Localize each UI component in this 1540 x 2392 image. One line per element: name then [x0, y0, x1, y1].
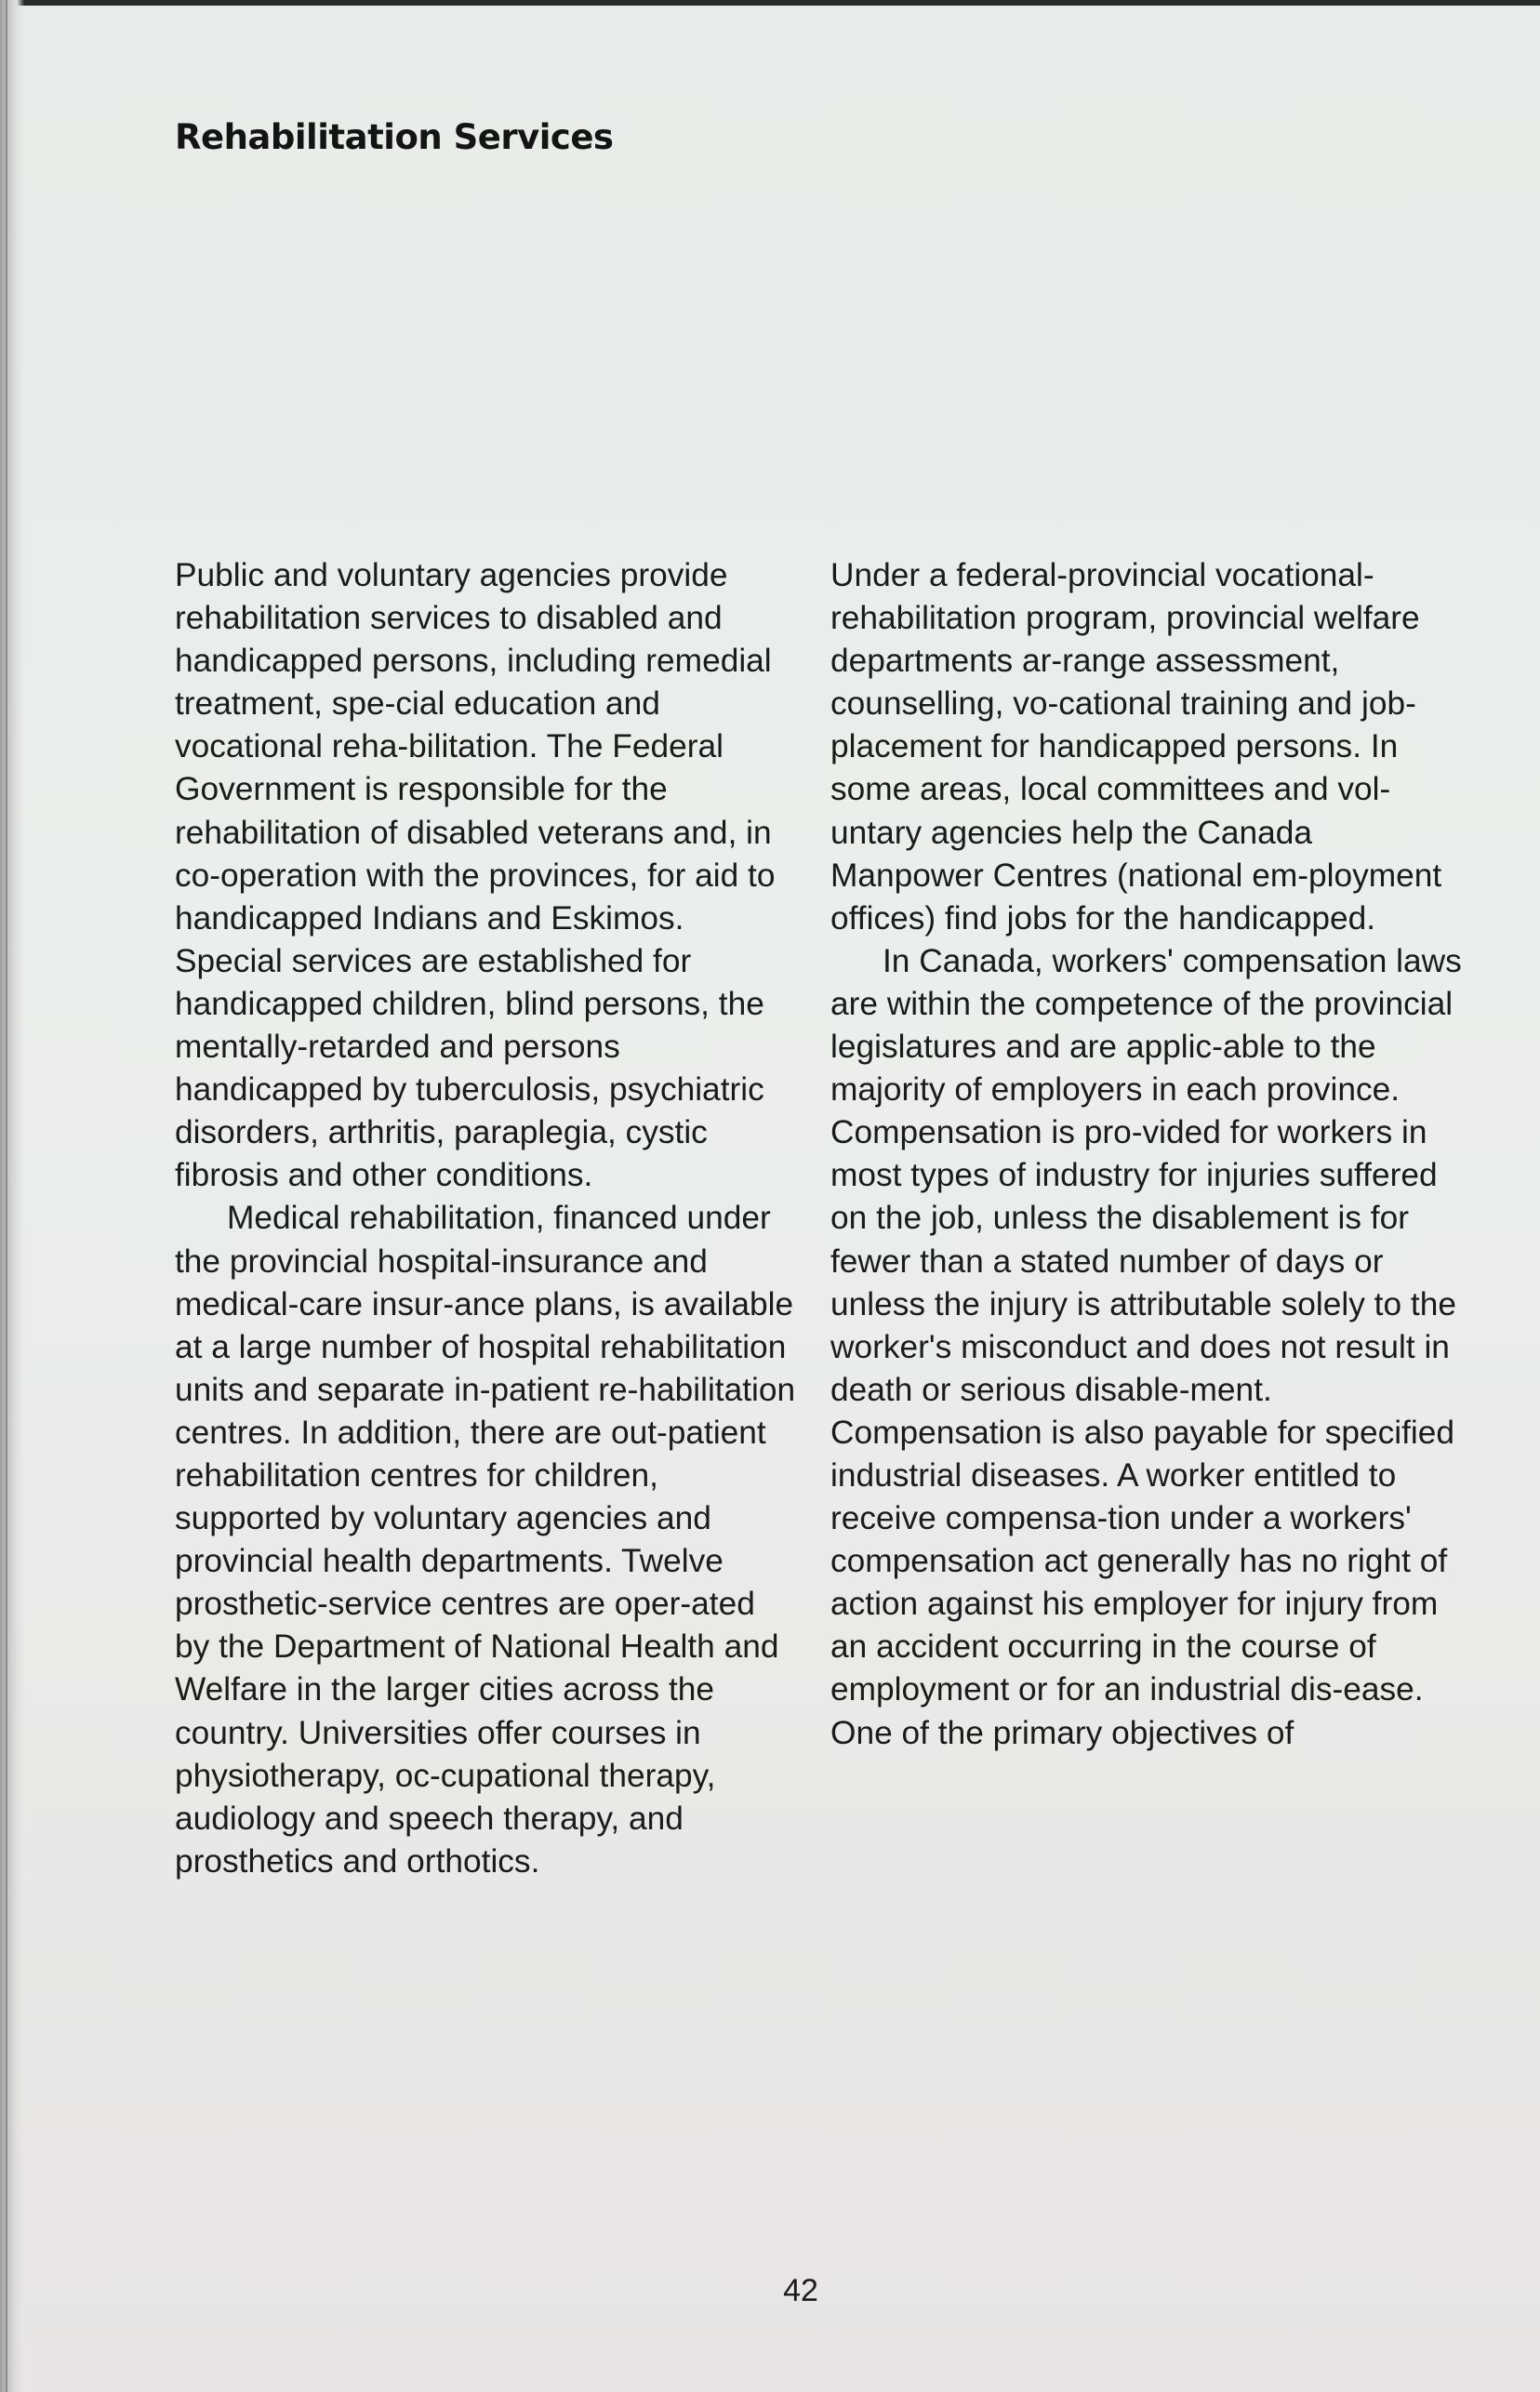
paragraph: Medical rehabilitation, financed under the provincial hospital-insurance and medical-care insur-ance plans, is available at a large number of hospital rehabilitation units and separate in-patient re-habilitation centres. In addition, there are out-patient rehabilitation centres for children, supported by voluntary agencies and provincial health departments. Twelve prosthetic-service centres are oper-ated by the Department of National Health and Welfare in the larger cities across the country. Universities offer courses in physiotherapy, oc-cupational therapy, audiology and speech therapy, and prosthetics and orthotics. [175, 1200, 796, 1880]
left-column [175, 554, 798, 1883]
page-number: 42 [783, 2273, 818, 2308]
paragraph: Under a federal-provincial vocational-rehabilitation program, provincial welfare departments ar-range assessment, counselling, vo-cational training and job-placement for handicapped persons. In some areas, local committees and vol-untary agencies help the Canada Manpower Centres (national em-ployment offices) find jobs for the handicapped. [830, 557, 1442, 937]
page-top-edge [0, 0, 1540, 6]
paragraph: In Canada, workers' compensation laws are within the competence of the provincial legislatures and are applic-able to the majority of employers in each province. Compensation is pro-vided for workers in most types of industry for injuries suffered on the job, unless the disablement is for fewer than a stated number of days or unless the injury is attributable solely to the worker's misconduct and does not result in death or serious disable-ment. Compensation is also payable for specified industrial diseases. A worker entitled to receive compensa-tion under a workers' compensation act generally has no right of action against his employer for injury from an accident occurring in the course of employment or for an industrial dis-ease. One of the primary objectives of [830, 942, 1462, 1751]
book-spine [0, 0, 24, 2392]
section-heading: Rehabilitation Services [175, 117, 614, 157]
paragraph: Public and voluntary agencies provide rehabilitation services to disabled and handicapped persons, including remedial treatment, spe-cial education and vocational reha-bilitation. The Federal Government is responsible for the rehabilitation of disabled veterans and, in co-operation with the provinces, for aid to handicapped Indians and Eskimos. Special services are established for handicapped children, blind persons, the mentally-retarded and persons handicapped by tuberculosis, psychiatric disorders, arthritis, paraplegia, cystic fibrosis and other conditions. [175, 557, 776, 1194]
right-column [830, 554, 1463, 1755]
